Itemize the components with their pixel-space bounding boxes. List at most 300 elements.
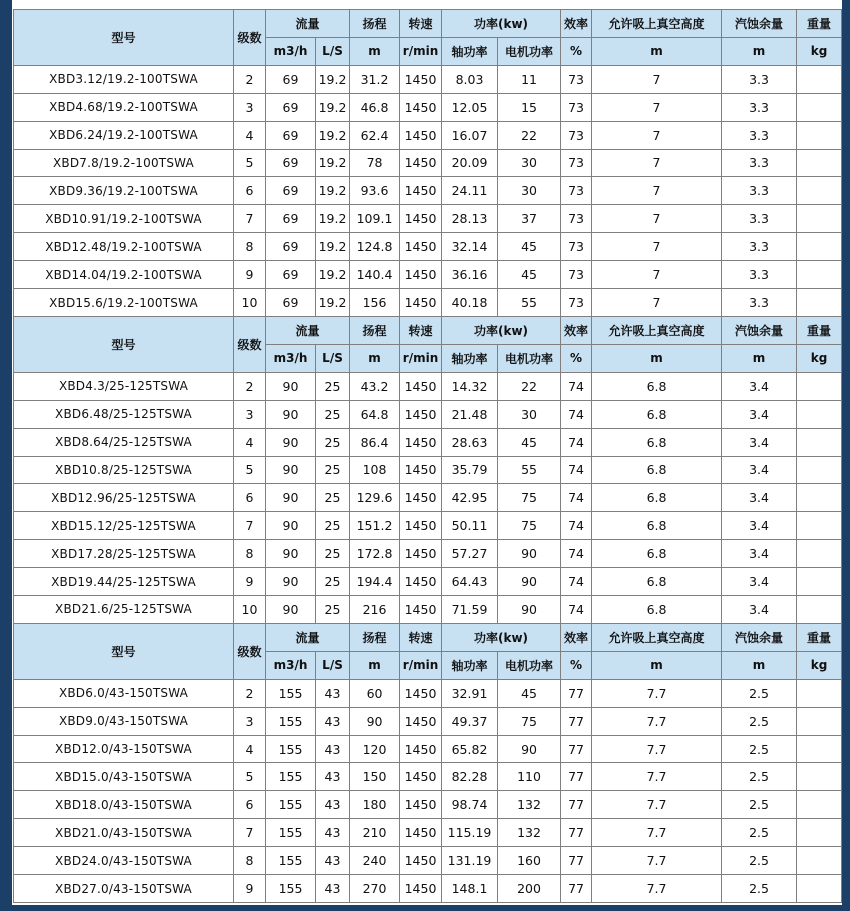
weight-cell (797, 65, 842, 93)
efficiency-cell: 77 (561, 735, 592, 763)
header-head: 扬程 (350, 623, 400, 651)
weight-cell (797, 428, 842, 456)
flow-m3h-cell: 69 (266, 289, 316, 317)
speed-cell: 1450 (400, 596, 442, 624)
efficiency-cell: 73 (561, 233, 592, 261)
suction-height-cell: 7.7 (592, 679, 722, 707)
npsh-cell: 3.4 (722, 428, 797, 456)
shaft-power-cell: 12.05 (442, 93, 498, 121)
header-speed-unit: r/min (400, 651, 442, 679)
suction-height-cell: 7 (592, 93, 722, 121)
header-model: 型号 (14, 623, 234, 679)
npsh-cell: 3.4 (722, 540, 797, 568)
weight-cell (797, 289, 842, 317)
suction-height-cell: 7 (592, 65, 722, 93)
pump-spec-table (13, 9, 842, 903)
weight-cell (797, 763, 842, 791)
stages-cell: 2 (234, 679, 266, 707)
head-cell: 216 (350, 596, 400, 624)
shaft-power-cell: 16.07 (442, 121, 498, 149)
weight-cell (797, 875, 842, 903)
table-row (14, 177, 842, 205)
shaft-power-cell: 8.03 (442, 65, 498, 93)
model-cell: XBD10.8/25-125TSWA (14, 456, 234, 484)
stages-cell: 3 (234, 93, 266, 121)
model-cell: XBD7.8/19.2-100TSWA (14, 149, 234, 177)
suction-height-cell: 7.7 (592, 707, 722, 735)
table-row (14, 289, 842, 317)
table-row (14, 540, 842, 568)
header-motor-power: 电机功率 (498, 37, 561, 65)
head-cell: 43.2 (350, 372, 400, 400)
motor-power-cell: 45 (498, 428, 561, 456)
shaft-power-cell: 115.19 (442, 819, 498, 847)
npsh-cell: 2.5 (722, 763, 797, 791)
flow-ls-cell: 19.2 (316, 93, 350, 121)
weight-cell (797, 372, 842, 400)
table-row (14, 847, 842, 875)
shaft-power-cell: 32.14 (442, 233, 498, 261)
flow-ls-cell: 25 (316, 512, 350, 540)
head-cell: 140.4 (350, 261, 400, 289)
shaft-power-cell: 24.11 (442, 177, 498, 205)
head-cell: 109.1 (350, 205, 400, 233)
flow-ls-cell: 19.2 (316, 121, 350, 149)
suction-height-cell: 7 (592, 233, 722, 261)
head-cell: 120 (350, 735, 400, 763)
stages-cell: 5 (234, 149, 266, 177)
speed-cell: 1450 (400, 484, 442, 512)
efficiency-cell: 77 (561, 819, 592, 847)
suction-height-cell: 7.7 (592, 763, 722, 791)
model-cell: XBD18.0/43-150TSWA (14, 791, 234, 819)
header-power: 功率(kw) (442, 316, 561, 344)
speed-cell: 1450 (400, 847, 442, 875)
header-model: 型号 (14, 10, 234, 66)
speed-cell: 1450 (400, 400, 442, 428)
stages-cell: 9 (234, 875, 266, 903)
table-row (14, 233, 842, 261)
suction-height-cell: 6.8 (592, 484, 722, 512)
shaft-power-cell: 14.32 (442, 372, 498, 400)
flow-ls-cell: 43 (316, 707, 350, 735)
efficiency-cell: 74 (561, 568, 592, 596)
model-cell: XBD21.0/43-150TSWA (14, 819, 234, 847)
motor-power-cell: 22 (498, 121, 561, 149)
table-row (14, 763, 842, 791)
stages-cell: 4 (234, 121, 266, 149)
header-npsh-unit: m (722, 651, 797, 679)
header-motor-power: 电机功率 (498, 651, 561, 679)
motor-power-cell: 37 (498, 205, 561, 233)
speed-cell: 1450 (400, 512, 442, 540)
speed-cell: 1450 (400, 261, 442, 289)
npsh-cell: 3.4 (722, 456, 797, 484)
stages-cell: 6 (234, 791, 266, 819)
npsh-cell: 3.3 (722, 149, 797, 177)
model-cell: XBD12.0/43-150TSWA (14, 735, 234, 763)
flow-ls-cell: 43 (316, 819, 350, 847)
stages-cell: 2 (234, 372, 266, 400)
head-cell: 180 (350, 791, 400, 819)
header-npsh: 汽蚀余量 (722, 316, 797, 344)
stages-cell: 8 (234, 233, 266, 261)
header-stages: 级数 (234, 316, 266, 372)
header-weight: 重量 (797, 10, 842, 38)
weight-cell (797, 261, 842, 289)
stages-cell: 4 (234, 735, 266, 763)
stages-cell: 10 (234, 289, 266, 317)
stages-cell: 5 (234, 456, 266, 484)
header-stages: 级数 (234, 10, 266, 66)
speed-cell: 1450 (400, 735, 442, 763)
motor-power-cell: 90 (498, 540, 561, 568)
motor-power-cell: 90 (498, 596, 561, 624)
header-speed: 转速 (400, 10, 442, 38)
model-cell: XBD6.24/19.2-100TSWA (14, 121, 234, 149)
flow-ls-cell: 19.2 (316, 233, 350, 261)
weight-cell (797, 121, 842, 149)
flow-ls-cell: 25 (316, 456, 350, 484)
head-cell: 210 (350, 819, 400, 847)
header-row (14, 316, 842, 344)
efficiency-cell: 73 (561, 121, 592, 149)
suction-height-cell: 6.8 (592, 540, 722, 568)
shaft-power-cell: 57.27 (442, 540, 498, 568)
motor-power-cell: 200 (498, 875, 561, 903)
header-shaft-power: 轴功率 (442, 37, 498, 65)
flow-m3h-cell: 90 (266, 540, 316, 568)
window-frame-right (842, 0, 850, 911)
header-suction-height: 允许吸上真空高度 (592, 10, 722, 38)
suction-height-cell: 7.7 (592, 819, 722, 847)
speed-cell: 1450 (400, 121, 442, 149)
header-suction-height: 允许吸上真空高度 (592, 623, 722, 651)
weight-cell (797, 484, 842, 512)
header-head-unit: m (350, 651, 400, 679)
header-flow-ls: L/S (316, 344, 350, 372)
suction-height-cell: 7.7 (592, 847, 722, 875)
efficiency-cell: 77 (561, 875, 592, 903)
npsh-cell: 3.4 (722, 484, 797, 512)
table-body (14, 10, 842, 903)
table-row (14, 261, 842, 289)
table-row (14, 484, 842, 512)
motor-power-cell: 55 (498, 289, 561, 317)
table-row (14, 428, 842, 456)
header-row (14, 623, 842, 651)
header-efficiency-unit: % (561, 37, 592, 65)
shaft-power-cell: 98.74 (442, 791, 498, 819)
table-row (14, 791, 842, 819)
shaft-power-cell: 71.59 (442, 596, 498, 624)
efficiency-cell: 77 (561, 679, 592, 707)
header-suction-unit: m (592, 37, 722, 65)
head-cell: 93.6 (350, 177, 400, 205)
flow-m3h-cell: 155 (266, 763, 316, 791)
flow-ls-cell: 19.2 (316, 65, 350, 93)
motor-power-cell: 75 (498, 512, 561, 540)
flow-ls-cell: 19.2 (316, 205, 350, 233)
model-cell: XBD3.12/19.2-100TSWA (14, 65, 234, 93)
model-cell: XBD15.12/25-125TSWA (14, 512, 234, 540)
table-row (14, 65, 842, 93)
flow-ls-cell: 19.2 (316, 149, 350, 177)
suction-height-cell: 6.8 (592, 568, 722, 596)
flow-m3h-cell: 69 (266, 65, 316, 93)
efficiency-cell: 74 (561, 484, 592, 512)
model-cell: XBD19.44/25-125TSWA (14, 568, 234, 596)
stages-cell: 6 (234, 484, 266, 512)
head-cell: 240 (350, 847, 400, 875)
npsh-cell: 3.3 (722, 93, 797, 121)
speed-cell: 1450 (400, 233, 442, 261)
suction-height-cell: 6.8 (592, 428, 722, 456)
flow-m3h-cell: 90 (266, 456, 316, 484)
window-frame-left (0, 0, 12, 911)
model-cell: XBD27.0/43-150TSWA (14, 875, 234, 903)
flow-ls-cell: 25 (316, 372, 350, 400)
motor-power-cell: 75 (498, 707, 561, 735)
speed-cell: 1450 (400, 791, 442, 819)
shaft-power-cell: 50.11 (442, 512, 498, 540)
flow-m3h-cell: 69 (266, 233, 316, 261)
npsh-cell: 2.5 (722, 735, 797, 763)
flow-m3h-cell: 155 (266, 819, 316, 847)
header-speed-unit: r/min (400, 37, 442, 65)
head-cell: 86.4 (350, 428, 400, 456)
table-row (14, 707, 842, 735)
header-efficiency-unit: % (561, 344, 592, 372)
weight-cell (797, 400, 842, 428)
header-npsh-unit: m (722, 37, 797, 65)
header-weight: 重量 (797, 623, 842, 651)
table-row (14, 400, 842, 428)
flow-ls-cell: 19.2 (316, 289, 350, 317)
shaft-power-cell: 20.09 (442, 149, 498, 177)
flow-ls-cell: 25 (316, 596, 350, 624)
npsh-cell: 3.3 (722, 121, 797, 149)
suction-height-cell: 6.8 (592, 400, 722, 428)
flow-m3h-cell: 90 (266, 568, 316, 596)
header-stages: 级数 (234, 623, 266, 679)
speed-cell: 1450 (400, 819, 442, 847)
header-efficiency-unit: % (561, 651, 592, 679)
shaft-power-cell: 131.19 (442, 847, 498, 875)
motor-power-cell: 110 (498, 763, 561, 791)
table-row (14, 819, 842, 847)
npsh-cell: 2.5 (722, 707, 797, 735)
motor-power-cell: 30 (498, 177, 561, 205)
suction-height-cell: 6.8 (592, 596, 722, 624)
efficiency-cell: 77 (561, 847, 592, 875)
table-row (14, 149, 842, 177)
model-cell: XBD9.36/19.2-100TSWA (14, 177, 234, 205)
npsh-cell: 2.5 (722, 875, 797, 903)
head-cell: 108 (350, 456, 400, 484)
shaft-power-cell: 148.1 (442, 875, 498, 903)
table-row (14, 568, 842, 596)
motor-power-cell: 45 (498, 679, 561, 707)
head-cell: 60 (350, 679, 400, 707)
speed-cell: 1450 (400, 428, 442, 456)
speed-cell: 1450 (400, 568, 442, 596)
flow-ls-cell: 43 (316, 679, 350, 707)
stages-cell: 8 (234, 540, 266, 568)
motor-power-cell: 11 (498, 65, 561, 93)
npsh-cell: 3.3 (722, 205, 797, 233)
table-row (14, 875, 842, 903)
suction-height-cell: 6.8 (592, 372, 722, 400)
header-head-unit: m (350, 37, 400, 65)
suction-height-cell: 7 (592, 149, 722, 177)
motor-power-cell: 30 (498, 400, 561, 428)
shaft-power-cell: 42.95 (442, 484, 498, 512)
flow-ls-cell: 25 (316, 428, 350, 456)
npsh-cell: 3.3 (722, 177, 797, 205)
npsh-cell: 2.5 (722, 819, 797, 847)
weight-cell (797, 847, 842, 875)
head-cell: 124.8 (350, 233, 400, 261)
speed-cell: 1450 (400, 93, 442, 121)
npsh-cell: 3.3 (722, 289, 797, 317)
header-suction-unit: m (592, 651, 722, 679)
flow-m3h-cell: 155 (266, 875, 316, 903)
table-row (14, 93, 842, 121)
flow-ls-cell: 43 (316, 875, 350, 903)
model-cell: XBD15.0/43-150TSWA (14, 763, 234, 791)
header-power: 功率(kw) (442, 623, 561, 651)
stages-cell: 7 (234, 205, 266, 233)
motor-power-cell: 22 (498, 372, 561, 400)
weight-cell (797, 93, 842, 121)
weight-cell (797, 177, 842, 205)
weight-cell (797, 735, 842, 763)
npsh-cell: 2.5 (722, 679, 797, 707)
weight-cell (797, 679, 842, 707)
header-head: 扬程 (350, 10, 400, 38)
header-power: 功率(kw) (442, 10, 561, 38)
flow-ls-cell: 43 (316, 763, 350, 791)
flow-m3h-cell: 90 (266, 512, 316, 540)
model-cell: XBD4.3/25-125TSWA (14, 372, 234, 400)
header-flow-ls: L/S (316, 651, 350, 679)
suction-height-cell: 6.8 (592, 512, 722, 540)
flow-m3h-cell: 69 (266, 177, 316, 205)
motor-power-cell: 160 (498, 847, 561, 875)
shaft-power-cell: 21.48 (442, 400, 498, 428)
flow-m3h-cell: 69 (266, 93, 316, 121)
header-flow: 流量 (266, 316, 350, 344)
flow-m3h-cell: 155 (266, 791, 316, 819)
npsh-cell: 3.3 (722, 261, 797, 289)
model-cell: XBD9.0/43-150TSWA (14, 707, 234, 735)
efficiency-cell: 74 (561, 512, 592, 540)
table-row (14, 372, 842, 400)
head-cell: 64.8 (350, 400, 400, 428)
weight-cell (797, 233, 842, 261)
speed-cell: 1450 (400, 763, 442, 791)
weight-cell (797, 568, 842, 596)
header-speed-unit: r/min (400, 344, 442, 372)
head-cell: 156 (350, 289, 400, 317)
weight-cell (797, 596, 842, 624)
shaft-power-cell: 32.91 (442, 679, 498, 707)
header-flow-ls: L/S (316, 37, 350, 65)
header-weight-unit: kg (797, 651, 842, 679)
model-cell: XBD6.48/25-125TSWA (14, 400, 234, 428)
flow-ls-cell: 25 (316, 540, 350, 568)
efficiency-cell: 73 (561, 65, 592, 93)
flow-m3h-cell: 155 (266, 735, 316, 763)
suction-height-cell: 7 (592, 289, 722, 317)
motor-power-cell: 132 (498, 791, 561, 819)
efficiency-cell: 74 (561, 428, 592, 456)
head-cell: 270 (350, 875, 400, 903)
flow-ls-cell: 43 (316, 735, 350, 763)
efficiency-cell: 77 (561, 763, 592, 791)
header-weight-unit: kg (797, 344, 842, 372)
head-cell: 90 (350, 707, 400, 735)
speed-cell: 1450 (400, 679, 442, 707)
weight-cell (797, 819, 842, 847)
header-speed: 转速 (400, 623, 442, 651)
head-cell: 129.6 (350, 484, 400, 512)
model-cell: XBD12.48/19.2-100TSWA (14, 233, 234, 261)
suction-height-cell: 7 (592, 177, 722, 205)
table-row (14, 512, 842, 540)
header-npsh: 汽蚀余量 (722, 623, 797, 651)
head-cell: 78 (350, 149, 400, 177)
speed-cell: 1450 (400, 65, 442, 93)
npsh-cell: 3.4 (722, 512, 797, 540)
head-cell: 150 (350, 763, 400, 791)
stages-cell: 6 (234, 177, 266, 205)
header-flow-m3h: m3/h (266, 651, 316, 679)
efficiency-cell: 73 (561, 149, 592, 177)
head-cell: 62.4 (350, 121, 400, 149)
header-weight-unit: kg (797, 37, 842, 65)
npsh-cell: 3.4 (722, 372, 797, 400)
header-flow: 流量 (266, 623, 350, 651)
suction-height-cell: 7.7 (592, 735, 722, 763)
header-efficiency: 效率 (561, 623, 592, 651)
suction-height-cell: 7.7 (592, 875, 722, 903)
flow-m3h-cell: 155 (266, 707, 316, 735)
weight-cell (797, 149, 842, 177)
header-speed: 转速 (400, 316, 442, 344)
speed-cell: 1450 (400, 456, 442, 484)
header-flow-m3h: m3/h (266, 37, 316, 65)
weight-cell (797, 205, 842, 233)
speed-cell: 1450 (400, 149, 442, 177)
efficiency-cell: 73 (561, 261, 592, 289)
shaft-power-cell: 35.79 (442, 456, 498, 484)
flow-ls-cell: 19.2 (316, 261, 350, 289)
flow-ls-cell: 43 (316, 791, 350, 819)
efficiency-cell: 77 (561, 791, 592, 819)
table-row (14, 735, 842, 763)
flow-m3h-cell: 155 (266, 679, 316, 707)
efficiency-cell: 73 (561, 93, 592, 121)
shaft-power-cell: 40.18 (442, 289, 498, 317)
speed-cell: 1450 (400, 372, 442, 400)
stages-cell: 7 (234, 819, 266, 847)
stages-cell: 8 (234, 847, 266, 875)
npsh-cell: 3.3 (722, 233, 797, 261)
model-cell: XBD4.68/19.2-100TSWA (14, 93, 234, 121)
flow-m3h-cell: 90 (266, 400, 316, 428)
